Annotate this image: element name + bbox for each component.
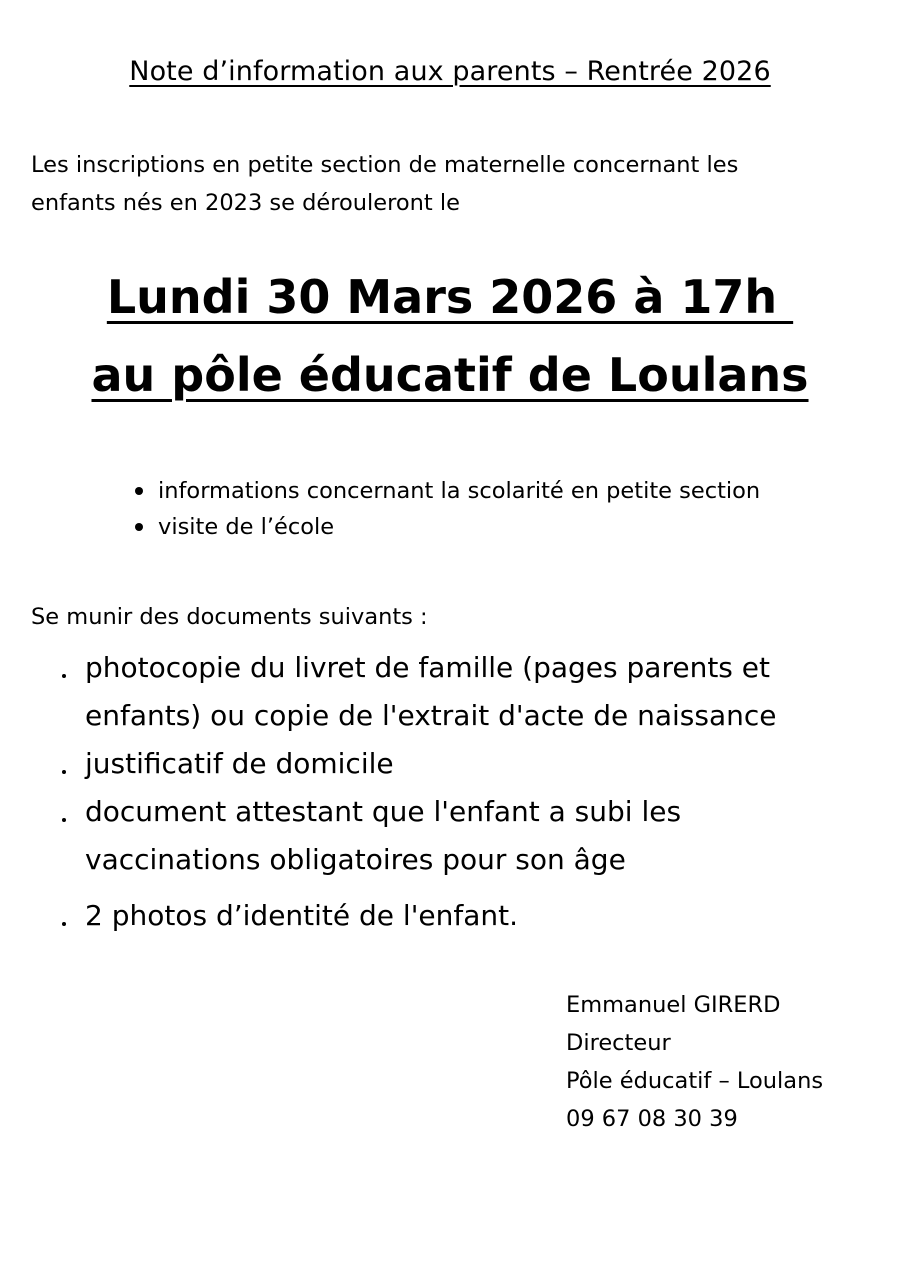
- document-item-line: enfants) ou copie de l'extrait d'acte de naissance: [85, 699, 777, 732]
- document-item-line: photocopie du livret de famille (pages parents et: [85, 651, 770, 684]
- info-item-text: informations concernant la scolarité en petite section: [158, 478, 761, 504]
- intro-line: Les inscriptions en petite section de maternelle concernant les: [31, 152, 739, 178]
- headline-location: au pôle éducatif de Loulans: [91, 348, 809, 402]
- bullet-icon: [62, 922, 66, 926]
- documents-list: [60, 644, 880, 940]
- document-item: [60, 644, 880, 740]
- document-item-line: justificatif de domicile: [85, 747, 394, 780]
- document-item: [60, 788, 880, 884]
- bullet-icon: [135, 487, 143, 495]
- bullet-icon: [135, 523, 143, 531]
- signature-place: Pôle éducatif – Loulans: [566, 1068, 824, 1094]
- document-item: [60, 892, 880, 940]
- signature-phone: 09 67 08 30 39: [566, 1106, 738, 1132]
- intro-paragraph: [31, 146, 871, 222]
- signature-role: Directeur: [566, 1030, 671, 1056]
- signature-name: Emmanuel GIRERD: [566, 992, 781, 1018]
- info-list: [132, 473, 760, 545]
- info-item-text: visite de l’école: [158, 514, 335, 540]
- signature-block: [566, 986, 823, 1138]
- document-item-line: document attestant que l'enfant a subi les: [85, 795, 682, 828]
- documents-intro: Se munir des documents suivants :: [31, 604, 428, 630]
- bullet-icon: [62, 770, 66, 774]
- document-item-line: vaccinations obligatoires pour son âge: [85, 843, 626, 876]
- headline-date: Lundi 30 Mars 2026 à 17h: [106, 270, 794, 324]
- document-title: Note d’information aux parents – Rentrée 2026: [129, 56, 771, 87]
- intro-line: enfants nés en 2023 se dérouleront le: [31, 190, 460, 216]
- document-item-line: 2 photos d’identité de l'enfant.: [85, 899, 519, 932]
- bullet-icon: [62, 818, 66, 822]
- info-list-item: [132, 473, 760, 509]
- info-list-item: [132, 509, 760, 545]
- bullet-icon: [62, 674, 66, 678]
- document-item: [60, 740, 880, 788]
